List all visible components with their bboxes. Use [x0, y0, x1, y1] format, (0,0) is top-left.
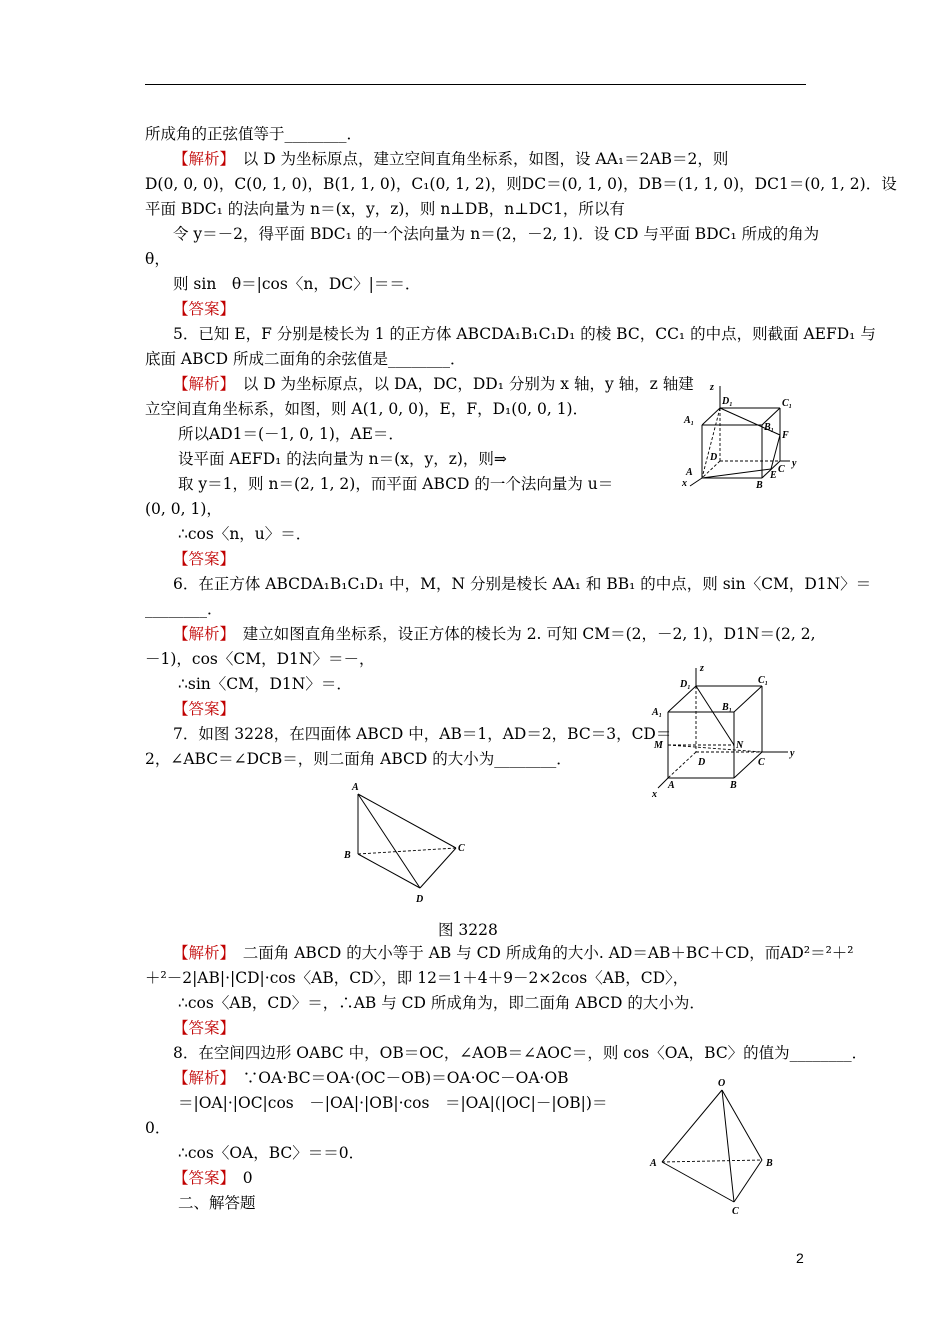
header-rule — [145, 84, 806, 85]
analysis-tag: 【解析】 — [173, 375, 228, 393]
answer-line — [173, 1168, 253, 1188]
label-N: N — [736, 740, 744, 751]
text-line: 建立如图直角坐标系，设正方体的棱长为 2. 可知 CM＝(2，－2, 1)，D1N＝(2, 2, — [227, 625, 816, 643]
label-A1: A₁ — [652, 707, 663, 718]
label-F: F — [782, 430, 789, 441]
question-6: 6．在正方体 ABCDA₁B₁C₁D₁ 中，M，N 分别是棱长 AA₁ 和 BB₁ 的中点，则 sin〈CM，D1N〉＝ — [173, 575, 872, 593]
analysis-line — [173, 149, 728, 169]
cube-figure-q5 — [672, 380, 802, 490]
label-A: A — [352, 782, 359, 793]
text-line: 所以AD1＝(－1, 0, 1)，AE＝． — [178, 425, 404, 443]
label-B: B — [344, 850, 351, 861]
label-D: D — [698, 757, 706, 768]
label-O: O — [718, 1078, 726, 1089]
text-line: 以 D 为坐标原点，以 DA，DC，DD₁ 分别为 x 轴，y 轴，z 轴建 — [227, 375, 694, 393]
text-line: ∵OA·BC＝OA·(OC－OB)＝OA·OC－OA·OB — [227, 1069, 569, 1087]
analysis-line — [173, 943, 854, 963]
answer-tag: 【答案】 — [173, 550, 236, 568]
text-line: ∴sin〈CM，D1N〉＝． — [178, 675, 352, 693]
label-z: z — [710, 382, 714, 393]
label-M: M — [654, 740, 663, 751]
text-line: 立空间直角坐标系，如图，则 A(1, 0, 0)，E，F，D₁(0, 0, 1)． — [145, 400, 589, 418]
tetrahedron-figure-3228 — [340, 778, 480, 908]
label-D1: D₁ — [722, 396, 733, 407]
question-7: 7．如图 3228，在四面体 ABCD 中，AB＝1，AD＝2，BC＝3，CD＝ — [173, 725, 672, 743]
answer-tag: 【答案】 — [173, 1019, 236, 1037]
label-A: A — [686, 467, 693, 478]
text-line: ∴cos〈OA，BC〉＝＝0． — [178, 1144, 365, 1162]
page-number: 2 — [796, 1250, 804, 1266]
label-B: B — [756, 480, 763, 491]
text-line: ∴cos〈n，u〉＝． — [178, 525, 312, 543]
label-B: B — [766, 1158, 773, 1169]
text-line: ∴cos〈AB，CD〉＝，∴AB 与 CD 所成角为，即二面角 ABCD 的大小为． — [178, 994, 705, 1012]
analysis-tag: 【解析】 — [173, 1069, 228, 1087]
text-line: 以 D 为坐标原点，建立空间直角坐标系，如图，设 AA₁＝2AB＝2，则 — [227, 150, 729, 168]
text-line: (0, 0, 1)， — [145, 500, 222, 518]
text-line: 取 y＝1，则 n＝(2, 1, 2)，而平面 ABCD 的一个法向量为 u＝ — [178, 475, 614, 493]
label-z: z — [700, 663, 704, 674]
label-x: x — [682, 478, 687, 489]
text-line: θ， — [145, 250, 170, 268]
analysis-tag: 【解析】 — [173, 625, 228, 643]
label-B1: B₁ — [764, 422, 775, 433]
label-E: E — [770, 470, 777, 481]
label-C: C — [732, 1206, 739, 1217]
text-line: 2，∠ABC＝∠DCB＝，则二面角 ABCD 的大小为________． — [145, 750, 572, 768]
label-C: C — [758, 757, 765, 768]
label-C: C — [778, 464, 785, 475]
label-A: A — [668, 780, 675, 791]
analysis-line — [173, 374, 694, 394]
label-A1: A₁ — [684, 415, 695, 426]
text-line: ＝|OA|·|OC|cos －|OA|·|OB|·cos ＝|OA|(|OC|－|OB|)＝ — [178, 1094, 608, 1112]
label-C1: C₁ — [782, 398, 793, 409]
label-C: C — [458, 843, 465, 854]
tetrahedron-figure-q8 — [648, 1074, 788, 1220]
text-line: ＋²－2|AB|·|CD|·cos〈AB，CD〉，即 12＝1＋4＋9－2×2cos〈AB，CD〉， — [145, 969, 689, 987]
label-D1: D₁ — [680, 679, 691, 690]
answer-line — [173, 549, 235, 569]
answer-tag: 【答案】 — [173, 1169, 228, 1187]
cube-figure-q6 — [650, 662, 800, 802]
label-D: D — [710, 452, 718, 463]
label-C1: C₁ — [758, 675, 769, 686]
text-line: －1)，cos〈CM，D1N〉＝－， — [145, 650, 375, 668]
analysis-line — [173, 1068, 569, 1088]
label-y: y — [792, 458, 797, 469]
analysis-line — [173, 624, 816, 644]
answer-tag: 【答案】 — [173, 300, 236, 318]
section-heading: 二、解答题 — [178, 1194, 256, 1212]
text-line: D(0, 0, 0)，C(0, 1, 0)，B(1, 1, 0)，C₁(0, 1, 2)，则DC＝(0, 1, 0)，DB＝(1, 1, 0)，DC1＝(0, 1, 2)．设 — [145, 175, 897, 193]
label-y: y — [790, 748, 795, 759]
text-line: 平面 BDC₁ 的法向量为 n＝(x，y，z)，则 n⊥DB，n⊥DC1，所以有 — [145, 200, 625, 218]
answer-line — [173, 1018, 235, 1038]
text-line: 则 sin θ＝|cos〈n，DC〉|＝＝． — [173, 275, 421, 293]
analysis-tag: 【解析】 — [173, 150, 228, 168]
answer-tag: 【答案】 — [173, 700, 236, 718]
text-line: 令 y＝－2，得平面 BDC₁ 的一个法向量为 n＝(2，－2, 1)．设 CD 与平面 BDC₁ 所成的角为 — [173, 225, 820, 243]
question-8: 8．在空间四边形 OABC 中，OB＝OC，∠AOB＝∠AOC＝，则 cos〈OA，BC〉的值为________． — [173, 1044, 868, 1062]
text-line: 设平面 AEFD₁ 的法向量为 n＝(x，y，z)，则⇒ — [178, 450, 507, 468]
text-line: 0． — [145, 1119, 171, 1137]
label-A: A — [650, 1158, 657, 1169]
analysis-tag: 【解析】 — [173, 944, 228, 962]
text-line: 二面角 ABCD 的大小等于 AB 与 CD 所成角的大小. AD＝AB＋BC＋CD，而AD²＝²＋² — [227, 944, 854, 962]
figure-caption: 图 3228 — [438, 921, 498, 939]
label-x: x — [652, 789, 657, 800]
label-B1: B₁ — [722, 702, 733, 713]
text-line: 底面 ABCD 所成二面角的余弦值是________． — [145, 350, 466, 368]
answer-line — [173, 699, 235, 719]
text-line: 所成角的正弦值等于________． — [145, 125, 363, 143]
answer-line — [173, 299, 235, 319]
answer-value: 0 — [227, 1169, 253, 1187]
label-D: D — [416, 894, 424, 905]
label-B: B — [730, 780, 737, 791]
question-5: 5．已知 E，F 分别是棱长为 1 的正方体 ABCDA₁B₁C₁D₁ 的棱 BC，CC₁ 的中点，则截面 AEFD₁ 与 — [173, 325, 876, 343]
text-line: ________． — [145, 600, 223, 618]
